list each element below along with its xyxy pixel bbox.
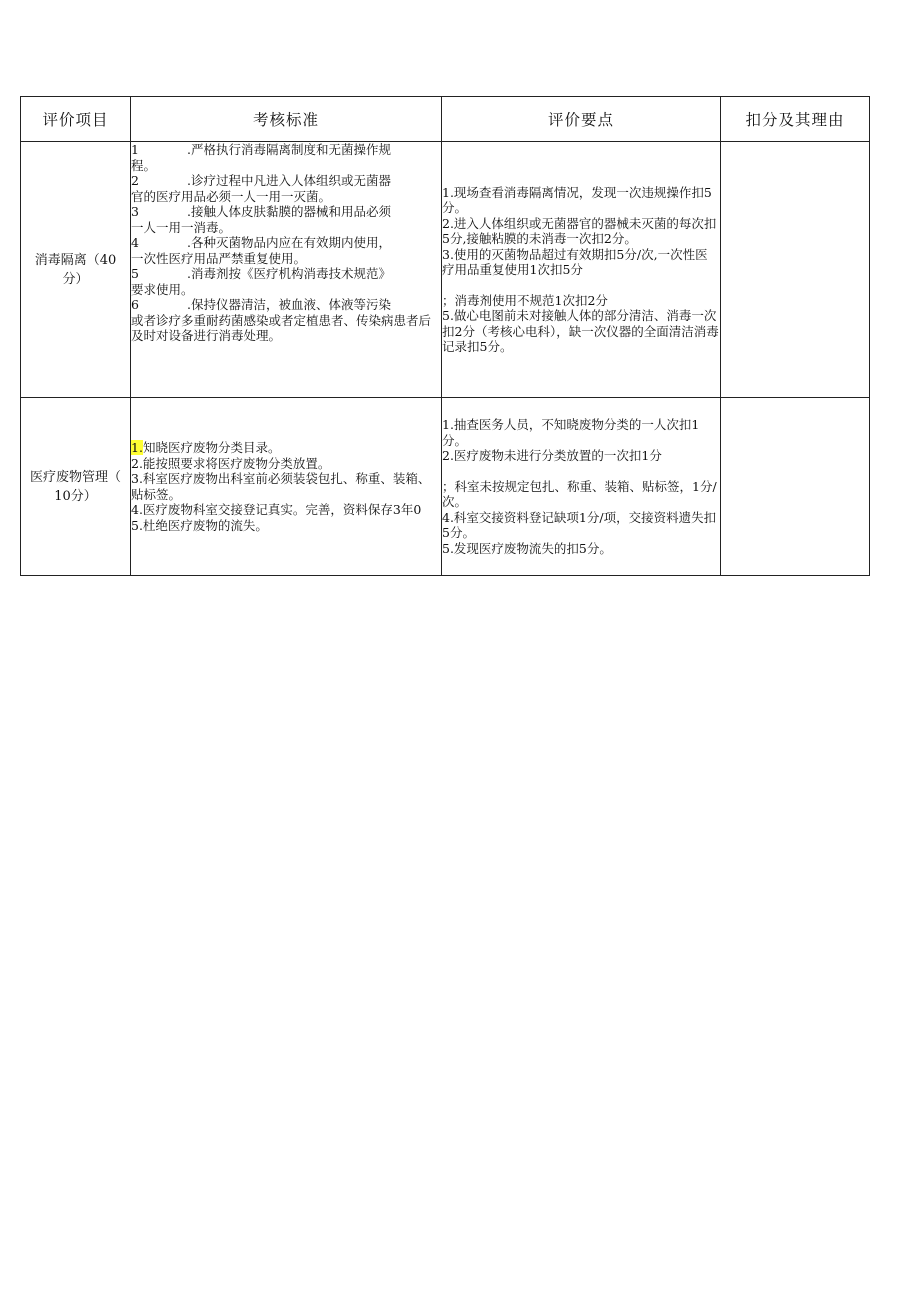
list-item: 1.抽查医务人员，不知晓废物分类的一人次扣1分。 [442, 417, 700, 448]
list-item: 4.科室交接资料登记缺项1分/项，交接资料遗失扣5分。 [442, 509, 717, 540]
header-deduction-reason: 扣分及其理由 [721, 97, 870, 142]
list-item: ；科室未按规定包扎、称重、装箱、贴标签，1分/次。 [442, 478, 717, 509]
criteria-disinfection: 1 .严格执行消毒隔离制度和无菌操作规 程。 2 .诊疗过程中凡进入人体组织或无菌器 官的医疗用品必须一人一用一灭菌。 3 .接触人体皮肤黏膜的器械和用品必须 一人一用一消毒。 4 .各种灭菌物品内应在有效期内使用， 一次性医疗用品严禁重复使用。 5 .消毒剂按《医疗机构消毒技术规范》 要求使用。 6 .保持仪器清洁，被血液、体液等污染 或者诊疗多重耐药菌感染或者定植患者、传染病患者后及时对设备进行消毒处理。 [131, 142, 442, 398]
list-item: 1.知晓医疗废物分类目录。 [131, 440, 281, 455]
list-item: 1.现场查看消毒隔离情况，发现一次违规操作扣5分。 [442, 184, 712, 215]
table-header-row [21, 97, 870, 142]
table-row [21, 398, 870, 576]
list-item: 3.科室医疗废物出科室前必须装袋包扎、称重、装箱、贴标签。 [131, 471, 431, 502]
list-item: 5.做心电图前未对接触人体的部分清洁、消毒一次扣2分（考核心电科），缺一次仪器的全面清洁消毒记录扣5分。 [442, 308, 719, 354]
evaluation-table [20, 96, 870, 576]
list-item: 2.医疗废物未进行分类放置的一次扣1分 [442, 448, 662, 463]
criteria-medical-waste [131, 398, 442, 576]
deduction-cell-disinfection[interactable] [721, 142, 870, 398]
list-item: 4.医疗废物科室交接登记真实。完善，资料保存3年0 [131, 502, 422, 517]
list-item: 5.发现医疗废物流失的扣5分。 [442, 540, 612, 556]
list-item: 2.进入人体组织或无菌器官的器械未灭菌的每次扣5分,接触粘膜的未消毒一次扣2分。 [442, 215, 717, 246]
header-evaluation-item: 评价项目 [21, 97, 131, 142]
table-row [21, 142, 870, 398]
list-item: ；消毒剂使用不规范1次扣2分 [442, 292, 608, 308]
points-medical-waste [442, 398, 721, 576]
highlight-mark: 1. [131, 440, 143, 455]
list-item: 2.能按照要求将医疗废物分类放置。 [131, 455, 331, 471]
category-medical-waste: 医疗废物管理（ 10分） [21, 398, 131, 576]
header-evaluation-points: 评价要点 [442, 97, 721, 142]
points-disinfection [442, 142, 721, 398]
category-disinfection-isolation: 消毒隔离（40 分） [21, 142, 131, 398]
deduction-cell-medical-waste[interactable] [721, 398, 870, 576]
list-item: 3.使用的灭菌物品超过有效期扣5分/次,一次性医疗用品重复使用1次扣5分 [442, 246, 708, 277]
list-item: 5.杜绝医疗废物的流失。 [131, 517, 268, 533]
header-assessment-standard: 考核标准 [131, 97, 442, 142]
